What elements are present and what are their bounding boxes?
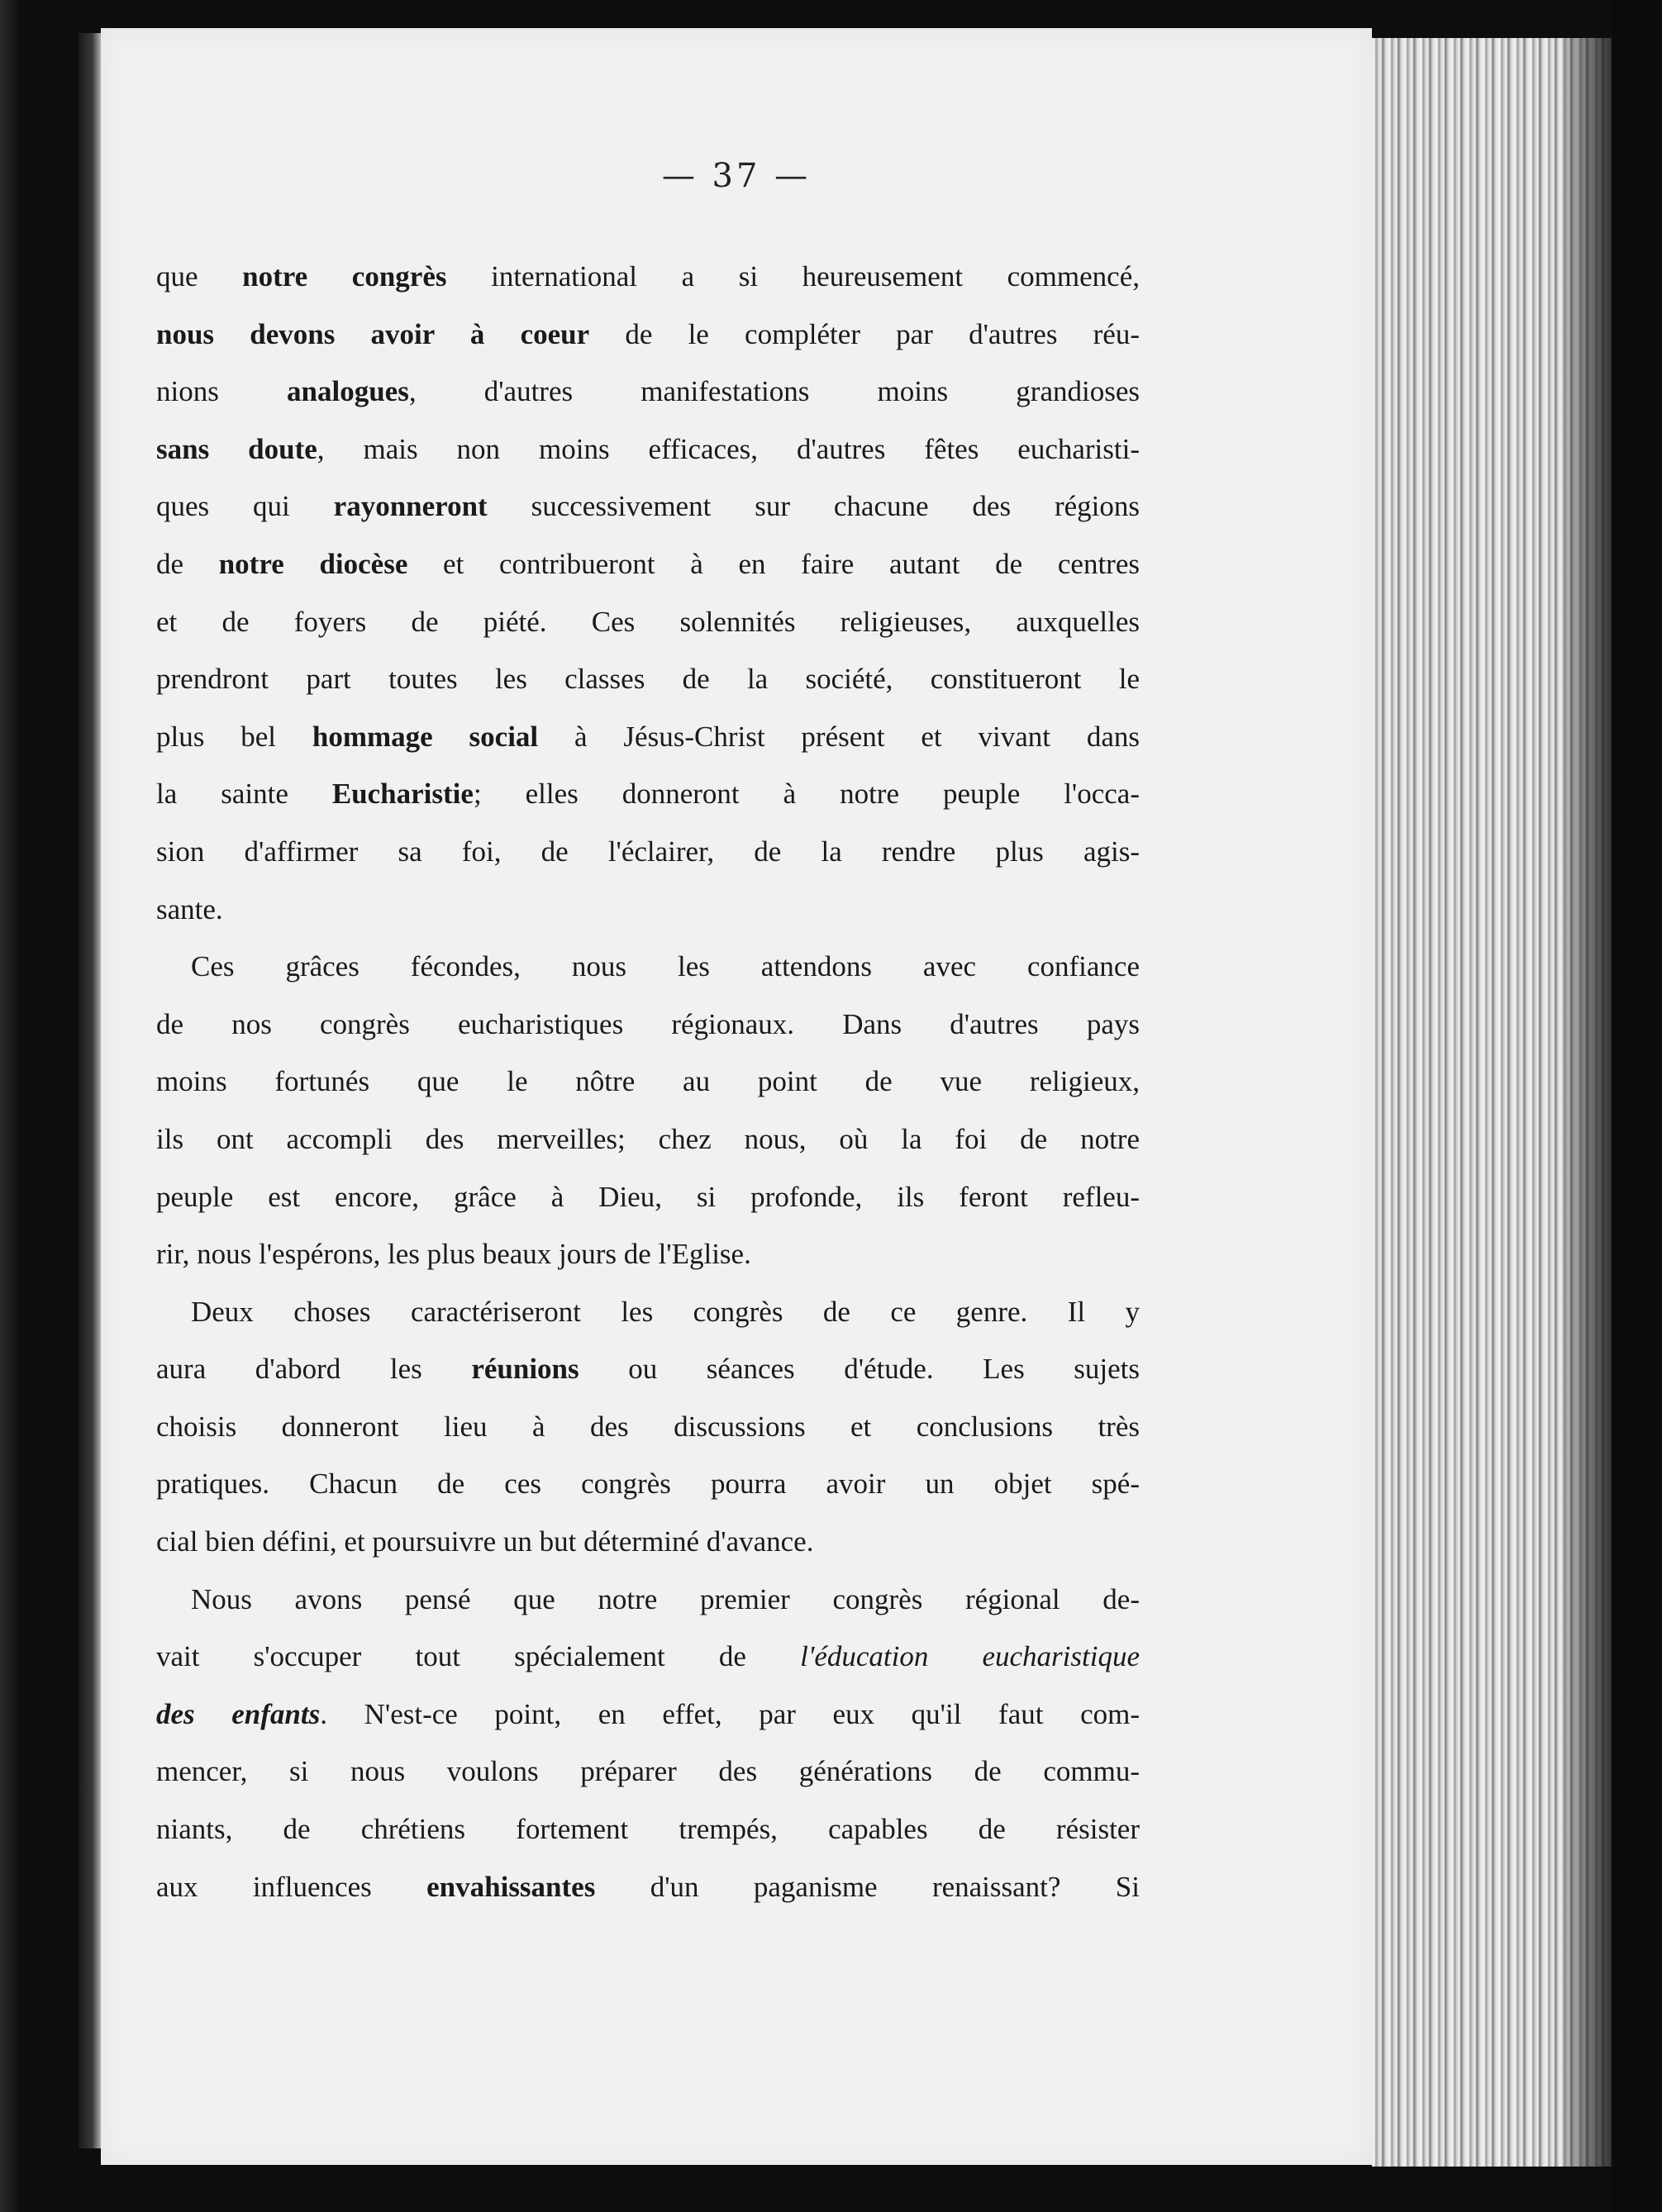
text-segment: peuple est encore, grâce à Dieu, si profonde, ils feront refleu-: [156, 1180, 1140, 1213]
text-segment: , mais non moins efficaces, d'autres fêtes eucharisti-: [317, 432, 1141, 465]
body-text: [156, 248, 1140, 1915]
text-line: [156, 1398, 1140, 1456]
text-line: [156, 1628, 1140, 1686]
text-segment: de nos congrès eucharistiques régionaux. Dans d'autres pays: [156, 1007, 1140, 1040]
text-segment: nous devons avoir à coeur: [156, 317, 590, 350]
text-segment: envahissantes: [426, 1870, 596, 1903]
text-segment: choisis donneront lieu à des discussions et conclusions très: [156, 1410, 1140, 1443]
text-line: [156, 1801, 1140, 1858]
text-line: [156, 1340, 1140, 1398]
text-segment: de: [156, 547, 219, 580]
text-segment: aura d'abord les: [156, 1353, 472, 1386]
text-segment: ou séances d'étude. Les sujets: [579, 1353, 1140, 1386]
text-line: [156, 1053, 1140, 1111]
text-segment: l'éducation eucharistique: [800, 1640, 1141, 1673]
text-segment: sante.: [156, 892, 223, 925]
text-line: [156, 881, 1140, 939]
book-gutter-edge: [79, 33, 102, 2148]
text-segment: analogues: [287, 375, 409, 408]
text-line: [156, 478, 1140, 535]
text-line: [156, 1513, 1140, 1571]
text-segment: notre congrès: [242, 260, 447, 293]
text-segment: hommage social: [312, 720, 539, 753]
text-segment: international a si heureusement commencé,: [446, 260, 1140, 293]
scan-border-left: [0, 0, 18, 2212]
text-line: [156, 1225, 1140, 1283]
text-segment: moins fortunés que le nôtre au point de vue religieux,: [156, 1065, 1140, 1098]
text-segment: Eucharistie: [331, 778, 474, 811]
text-segment: rir, nous l'espérons, les plus beaux jours de l'Eglise.: [156, 1238, 751, 1271]
text-segment: plus bel: [156, 720, 312, 753]
page-number: — 37 —: [661, 157, 812, 195]
book-fore-edge: [1372, 38, 1612, 2167]
text-segment: que: [156, 260, 243, 293]
text-segment: la sainte: [156, 778, 332, 811]
text-line: [156, 248, 1140, 306]
text-line: [156, 823, 1140, 881]
text-segment: des enfants: [156, 1697, 321, 1730]
text-segment: mencer, si nous voulons préparer des générations de commu-: [156, 1755, 1140, 1788]
text-line: [156, 650, 1140, 708]
text-line: [156, 421, 1140, 478]
text-segment: ; elles donneront à notre peuple l'occa-: [473, 778, 1140, 811]
text-line: [156, 996, 1140, 1054]
text-segment: notre diocèse: [218, 547, 408, 580]
text-line: [156, 535, 1140, 593]
text-segment: prendront part toutes les classes de la société, constitueront le: [156, 663, 1140, 696]
text-segment: réunions: [471, 1353, 579, 1386]
text-segment: ils ont accompli des merveilles; chez nous, où la foi de notre: [156, 1122, 1140, 1155]
text-segment: aux influences: [156, 1870, 427, 1903]
text-segment: sans doute: [156, 432, 317, 465]
text-segment: vait s'occuper tout spécialement de: [156, 1640, 801, 1673]
text-segment: nions: [156, 375, 288, 408]
text-line: [156, 1686, 1140, 1743]
text-segment: Nous avons pensé que notre premier congrès régional de-: [191, 1582, 1140, 1615]
text-segment: et contribueront à en faire autant de centres: [407, 547, 1140, 580]
text-segment: , d'autres manifestations moins grandioses: [408, 375, 1140, 408]
text-segment: successivement sur chacune des régions: [487, 490, 1140, 523]
text-segment: de le compléter par d'autres réu-: [589, 317, 1140, 350]
text-line: [156, 1743, 1140, 1801]
text-line: [156, 1858, 1140, 1916]
text-segment: d'un paganisme renaissant? Si: [595, 1870, 1140, 1903]
text-segment: sion d'affirmer sa foi, de l'éclairer, de la rendre plus agis-: [156, 835, 1140, 868]
text-segment: Ces grâces fécondes, nous les attendons avec confiance: [191, 950, 1140, 983]
text-segment: ques qui: [156, 490, 334, 523]
text-line: [156, 306, 1140, 364]
text-line: [156, 593, 1140, 651]
scan-border-right: [1612, 0, 1662, 2212]
text-segment: pratiques. Chacun de ces congrès pourra avoir un objet spé-: [156, 1468, 1140, 1501]
text-line: [156, 1571, 1140, 1629]
text-line: [156, 765, 1140, 823]
text-segment: rayonneront: [333, 490, 488, 523]
text-line: [156, 1168, 1140, 1226]
text-line: [156, 938, 1140, 996]
text-line: [156, 1455, 1140, 1513]
text-segment: Deux choses caractériseront les congrès de ce genre. Il y: [191, 1295, 1140, 1328]
text-segment: . N'est-ce point, en effet, par eux qu'il faut com-: [320, 1697, 1141, 1730]
text-line: [156, 1111, 1140, 1168]
text-segment: cial bien défini, et poursuivre un but déterminé d'avance.: [156, 1525, 814, 1558]
text-line: [156, 363, 1140, 421]
text-segment: et de foyers de piété. Ces solennités religieuses, auxquelles: [156, 605, 1140, 638]
text-line: [156, 708, 1140, 766]
text-line: [156, 1283, 1140, 1341]
text-segment: niants, de chrétiens fortement trempés, capables de résister: [156, 1813, 1140, 1846]
text-segment: à Jésus-Christ présent et vivant dans: [538, 720, 1141, 753]
